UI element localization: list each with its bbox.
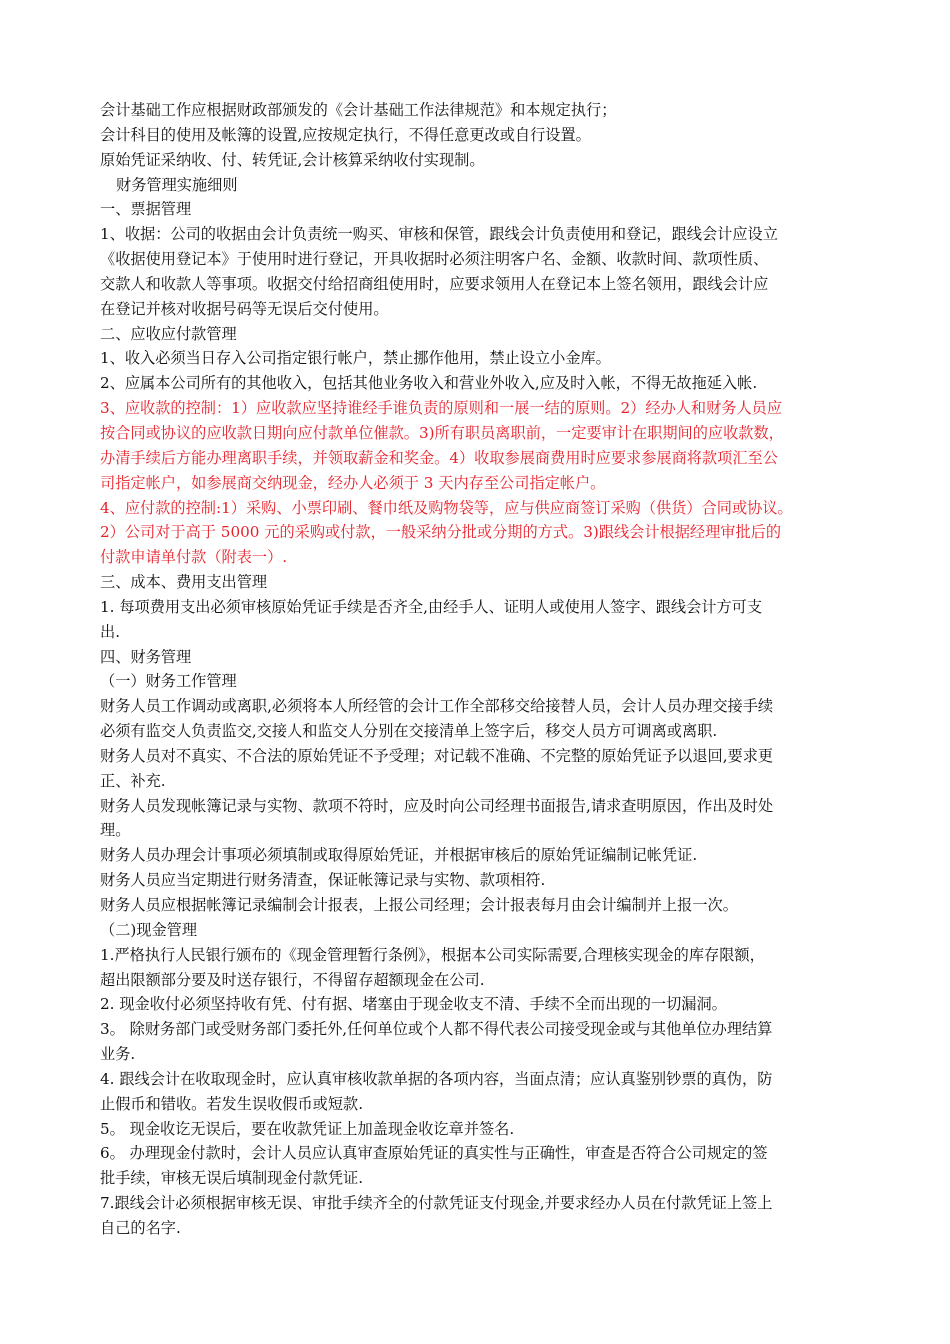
highlighted-text-line: 2）公司对于高于 5000 元的采购或付款，一般采纳分批或分期的方式。3)跟线会计根据经理审批后的 — [100, 523, 782, 542]
text-line: 6。 办理现金付款时，会计人员应认真审查原始凭证的真实性与正确性，审查是否符合公司规定的签 — [100, 1144, 768, 1163]
text-line: 三、成本、费用支出管理 — [100, 573, 268, 592]
text-line: 正、补充. — [100, 771, 166, 790]
text-line: 交款人和收款人等事项。收据交付给招商组使用时，应要求领用人在登记本上签名领用，跟线会计应 — [100, 274, 769, 293]
text-line: 1.严格执行人民银行颁布的《现金管理暂行条例》，根据本公司实际需要,合理核实现金的库存限额， — [100, 945, 765, 964]
text-line: 5。 现金收讫无误后，要在收款凭证上加盖现金收讫章并签名. — [100, 1119, 515, 1138]
text-line: 在登记并核对收据号码等无误后交付使用。 — [100, 299, 389, 318]
text-line: 4. 跟线会计在收取现金时，应认真审核收款单据的各项内容，当面点清；应认真鉴别钞票的真伪，防 — [100, 1069, 773, 1088]
text-line: 3。 除财务部门或受财务部门委托外,任何单位或个人都不得代表公司接受现金或与其他单位办理结算 — [100, 1020, 773, 1039]
text-line: 二、应收应付款管理 — [100, 324, 237, 343]
highlighted-text-line: 3、应收款的控制：1）应收款应坚持谁经手谁负责的原则和一展一结的原则。2）经办人和财务人员应 — [100, 399, 783, 418]
text-line: 会计基础工作应根据财政部颁发的《会计基础工作法律规范》和本规定执行； — [100, 101, 617, 119]
text-line: 财务人员应根据帐簿记录编制会计报表，上报公司经理；会计报表每月由会计编制并上报一次。 — [100, 896, 738, 914]
highlighted-text-line: 按合同或协议的应收款日期向应付款单位催款。3)所有职员离职前，一定要审计在职期间的应收款数， — [100, 423, 784, 442]
highlighted-text-line: 付款申请单付款（附表一）. — [100, 548, 288, 567]
text-line: 财务人员发现帐簿记录与实物、款项不符时，应及时向公司经理书面报告,请求查明原因，作出及时处 — [100, 796, 774, 815]
text-line: 会计科目的使用及帐簿的设置,应按规定执行，不得任意更改或自行设置。 — [100, 125, 591, 144]
text-line: 2、应属本公司所有的其他收入，包括其他业务收入和营业外收入,应及时入帐，不得无故拖延入帐. — [100, 374, 758, 393]
text-line: 理。 — [100, 821, 131, 840]
text-line: （一）财务工作管理 — [100, 672, 237, 691]
text-line: 7.跟线会计必须根据审核无误、审批手续齐全的付款凭证支付现金,并要求经办人员在付款凭证上签上 — [100, 1194, 773, 1213]
text-line: 四、财务管理 — [100, 647, 192, 666]
text-line: 财务人员对不真实、不合法的原始凭证不予受理；对记载不准确、不完整的原始凭证予以退回,要求更 — [100, 746, 774, 765]
highlighted-text-line: 司指定帐户，如参展商交纳现金，经办人必须于 3 天内存至公司指定帐户。 — [100, 473, 606, 492]
highlighted-text-line: 4、应付款的控制:1）采购、小票印刷、餐巾纸及购物袋等，应与供应商签订采购（供货）合同或协议。 — [100, 498, 793, 517]
text-line: （二)现金管理 — [100, 920, 198, 939]
text-line: 必须有监交人负责监交,交接人和监交人分别在交接清单上签字后，移交人员方可调离或离职. — [100, 722, 718, 741]
text-line: 自己的名字. — [100, 1218, 181, 1237]
text-line: 1、收入必须当日存入公司指定银行帐户，禁止挪作他用，禁止设立小金库。 — [100, 349, 611, 368]
highlighted-text-line: 办清手续后方能办理离职手续，并领取薪金和奖金。4）收取参展商费用时应要求参展商将款项汇至公 — [100, 448, 778, 467]
text-line: 财务人员办理会计事项必须填制或取得原始凭证，并根据审核后的原始凭证编制记帐凭证. — [100, 846, 698, 865]
text-line: 止假币和错收。若发生误收假币或短款. — [100, 1094, 364, 1113]
text-line: 2. 现金收付必须坚持收有凭、付有据、堵塞由于现金收支不清、手续不全而出现的一切漏洞。 — [100, 995, 727, 1014]
text-line: 业务. — [100, 1045, 136, 1064]
text-line: 《收据使用登记本》于使用时进行登记，开具收据时必须注明客户名、金额、收款时间、款项性质、 — [100, 250, 769, 269]
section-title: 财务管理实施细则 — [116, 175, 238, 194]
text-line: 一、票据管理 — [100, 200, 192, 219]
text-line: 超出限额部分要及时送存银行，不得留存超额现金在公司. — [100, 970, 485, 989]
text-line: 1、收据：公司的收据由会计负责统一购买、审核和保管，跟线会计负责使用和登记，跟线会计应设立 — [100, 225, 778, 244]
document-body — [100, 98, 860, 1241]
text-line: 批手续，审核无误后填制现金付款凭证. — [100, 1169, 364, 1188]
text-line: 财务人员应当定期进行财务清查，保证帐簿记录与实物、款项相符. — [100, 871, 546, 890]
text-line: 财务人员工作调动或离职,必须将本人所经管的会计工作全部移交给接替人员，会计人员办理交接手续 — [100, 697, 774, 716]
text-line: 原始凭证采纳收、付、转凭证,会计核算采纳收付实现制。 — [100, 150, 485, 169]
text-line: 1. 每项费用支出必须审核原始凭证手续是否齐全,由经手人、证明人或使用人签字、跟线会计方可支 — [100, 597, 763, 616]
text-line: 出. — [100, 622, 121, 641]
